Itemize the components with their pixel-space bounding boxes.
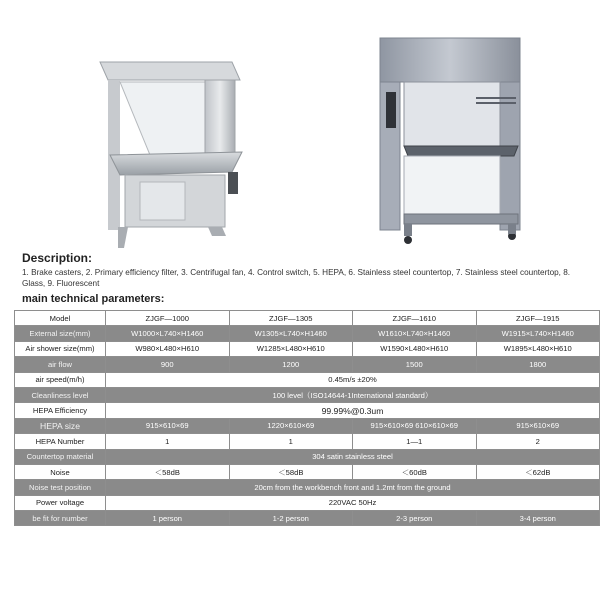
cell: W1915×L740×H1460 bbox=[476, 326, 600, 341]
cell: 915×610×69 bbox=[476, 418, 600, 433]
cell: ＜58dB bbox=[106, 464, 230, 479]
cell: ZJGF—1915 bbox=[476, 311, 600, 326]
vertical-workbench-image bbox=[380, 38, 520, 244]
cell: 1—1 bbox=[353, 434, 477, 449]
spec-table bbox=[14, 310, 600, 526]
table-row bbox=[15, 418, 600, 433]
cell: 99.99%@0.3um bbox=[106, 403, 600, 418]
cell: 100 level（ISO14644-1International standard） bbox=[106, 387, 600, 402]
cell: 1 bbox=[229, 434, 353, 449]
cell: W1305×L740×H1460 bbox=[229, 326, 353, 341]
cell: 1-2 person bbox=[229, 511, 353, 526]
table-row bbox=[15, 511, 600, 526]
table-row bbox=[15, 372, 600, 387]
table-row bbox=[15, 387, 600, 402]
row-label: be fit for number bbox=[15, 511, 106, 526]
cell: W1895×L480×H610 bbox=[476, 341, 600, 356]
row-label: Cleanliness level bbox=[15, 387, 106, 402]
cell: ＜60dB bbox=[353, 464, 477, 479]
row-label: Model bbox=[15, 311, 106, 326]
description-heading: Description: bbox=[22, 251, 93, 265]
table-row bbox=[15, 495, 600, 510]
row-label: Noise bbox=[15, 464, 106, 479]
cell: 1800 bbox=[476, 357, 600, 372]
table-row bbox=[15, 449, 600, 464]
row-label: Power voltage bbox=[15, 495, 106, 510]
cell: 2-3 person bbox=[353, 511, 477, 526]
table-row bbox=[15, 434, 600, 449]
cell: 20cm from the workbench front and 1.2mt from the ground bbox=[106, 480, 600, 495]
cell: 220VAC 50Hz bbox=[106, 495, 600, 510]
cell: 0.45m/s ±20% bbox=[106, 372, 600, 387]
horizontal-workbench-image bbox=[100, 62, 242, 248]
row-label: HEPA Efficiency bbox=[15, 403, 106, 418]
cell: 915×610×69 bbox=[106, 418, 230, 433]
cell: 1500 bbox=[353, 357, 477, 372]
row-label: HEPA size bbox=[15, 418, 106, 433]
table-row bbox=[15, 311, 600, 326]
row-label: HEPA Number bbox=[15, 434, 106, 449]
cell: W1610×L740×H1460 bbox=[353, 326, 477, 341]
cell: 1220×610×69 bbox=[229, 418, 353, 433]
cell: W1000×L740×H1460 bbox=[106, 326, 230, 341]
row-label: External size(mm) bbox=[15, 326, 106, 341]
table-row bbox=[15, 357, 600, 372]
cell: ZJGF—1305 bbox=[229, 311, 353, 326]
cell: ＜62dB bbox=[476, 464, 600, 479]
cell: 900 bbox=[106, 357, 230, 372]
cell: W1285×L480×H610 bbox=[229, 341, 353, 356]
cell: ZJGF—1610 bbox=[353, 311, 477, 326]
product-images bbox=[0, 0, 600, 250]
table-row bbox=[15, 326, 600, 341]
row-label: Countertop material bbox=[15, 449, 106, 464]
parameters-heading: main technical parameters: bbox=[22, 293, 165, 305]
cell: 915×610×69 610×610×69 bbox=[353, 418, 477, 433]
cell: ZJGF—1000 bbox=[106, 311, 230, 326]
row-label: air speed(m/h) bbox=[15, 372, 106, 387]
cell: 304 satin stainless steel bbox=[106, 449, 600, 464]
product-illustrations bbox=[0, 0, 600, 250]
cell: 1200 bbox=[229, 357, 353, 372]
cell: 1 bbox=[106, 434, 230, 449]
table-row bbox=[15, 480, 600, 495]
description-text: 1. Brake casters, 2. Primary efficiency filter, 3. Centrifugal fan, 4. Control switch, 5. HEPA, 6. Stainless steel countertop, 7. Stainless steel countertop, 8. Glass, 9. Fluorescent bbox=[22, 268, 571, 288]
table-row bbox=[15, 341, 600, 356]
cell: W1590×L480×H610 bbox=[353, 341, 477, 356]
row-label: Air shower size(mm) bbox=[15, 341, 106, 356]
cell: ＜58dB bbox=[229, 464, 353, 479]
row-label: air flow bbox=[15, 357, 106, 372]
table-row bbox=[15, 403, 600, 418]
cell: 3-4 person bbox=[476, 511, 600, 526]
table-row bbox=[15, 464, 600, 479]
cell: 1 person bbox=[106, 511, 230, 526]
cell: W980×L480×H610 bbox=[106, 341, 230, 356]
row-label: Noise test position bbox=[15, 480, 106, 495]
cell: 2 bbox=[476, 434, 600, 449]
